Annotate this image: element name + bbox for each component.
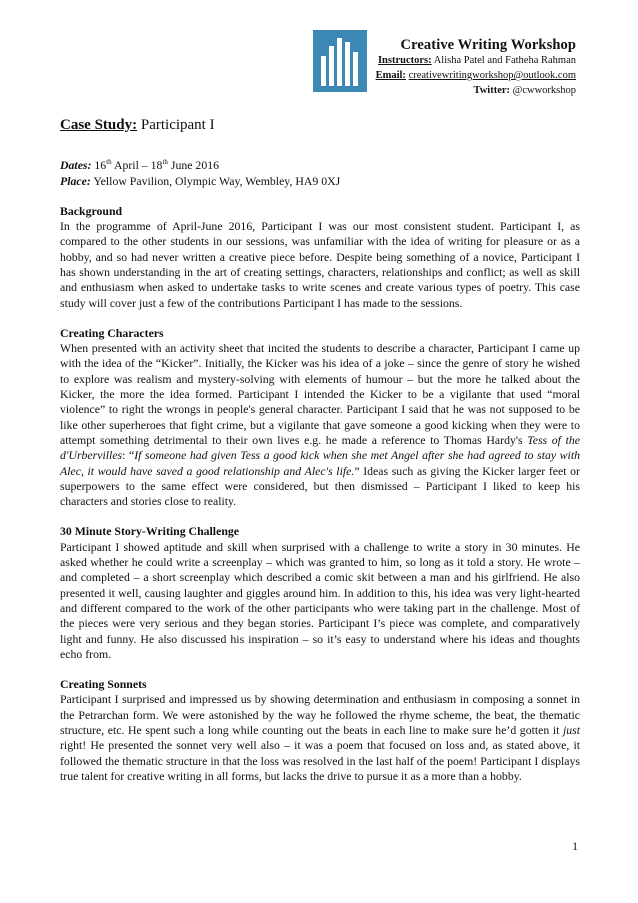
dates-start-rest: April – 18 — [111, 158, 163, 173]
dates-start-day: 16 — [94, 158, 107, 173]
dates-label: Dates: — [60, 158, 92, 173]
dates-line — [60, 155, 580, 173]
background-text: In the programme of April-June 2016, Participant I was our most consistent student. Participant I, as compared to the other students in our sessions, was unfamiliar with the idea of writing for pleasure or as a hobby, and so had never written a creative piece before. Despite being something of a novice, Participant I has shown understanding in the art of creating settings, characters, relationships and conflict; as well as skill and enthusiasm when asked to undertake tasks to write scenes and create various types of poetry. This case study will cover just a few of the contributions Participant I has made to the sessions. — [60, 219, 580, 310]
logo-bar — [345, 42, 350, 86]
book-title: Tess of the d'Urbervilles — [60, 432, 580, 463]
characters-text — [60, 341, 580, 509]
logo-bar — [321, 56, 326, 86]
dates-end-sup: th — [162, 158, 168, 167]
characters-heading: Creating Characters — [60, 325, 164, 340]
logo-bar — [337, 38, 342, 86]
email-label: Email: — [375, 70, 406, 81]
section-background — [60, 204, 580, 311]
instructors-line — [376, 53, 576, 68]
sonnets-text-part: Participant I surprised and impressed us by showing determination and enthusiasm in composing a sonnet in the Petrarchan form. We were astonished by the way he followed the rhyme scheme, the beat, the thematic structure, etc. He spent such a long while counting out the beats in each line to make sure he’d gotten it — [60, 692, 580, 738]
background-heading: Background — [60, 203, 123, 218]
characters-text-part: When presented with an activity sheet that incited the students to describe a character, Participant I came up with the idea of the “Kicker”. Initially, the Kicker was his idea of a joke – since the genre of story he wished to explore was realism and mystery-solving with elements of humour – but the more he talked about the Kicker, the more the idea formed. Participant I intended the Kicker to be a vigilante that used “moral violence” to right the wrongs in people's general character. Participant I said that he was not supposed to be like other superheroes that fight crime, but a vigilante that gave someone a good kicking when they were to attempt something detrimental to their own lives e.g. he made a reference to Thomas Hardy's — [60, 341, 580, 447]
instructors-label: Instructors: — [377, 55, 432, 66]
sonnets-text — [60, 692, 580, 784]
challenge-heading: 30 Minute Story-Writing Challenge — [60, 524, 240, 539]
section-characters — [60, 326, 580, 510]
twitter-line — [376, 83, 576, 98]
section-sonnets — [60, 677, 580, 784]
sonnets-text-part: right! He presented the sonnet very well also – it was a poem that focused on loss and, as stated above, it followed the thematic structure in that the loss was resolved in the last half of the poem! Participant I displays true talent for creative writing in all forms, but lacks the drive to pursue it as a more than a hobby. — [60, 738, 580, 783]
logo-bar — [329, 46, 334, 86]
logo-bar — [353, 52, 358, 86]
email-link[interactable]: creativewritingworkshop@outlook.com — [408, 70, 576, 81]
challenge-text: Participant I showed aptitude and skill when surprised with a challenge to write a story in 30 minutes. He asked whether he could write a screenplay – which was granted to him, so long as it told a story. He wrote – and completed – a short screenplay which described a comic skit between a man and his girlfriend. He also presented it well, causing laughter and giggles around him. In addition to this, his idea was very light-hearted and different compared to the work of the other participants who were taking part in the challenge. Most of the pieces were very serious and they began stories. Participant I’s piece was complete, and comparatively light and funny. He also discussed his inspiration – so it’s easy to understand where his ideas and thoughts echo from. — [60, 539, 580, 661]
dates-start-sup: th — [106, 158, 112, 167]
case-study-heading — [60, 118, 580, 133]
case-study-label: Case Study: — [60, 117, 138, 133]
characters-text-part: : “ — [122, 448, 135, 463]
instructors-names: Alisha Patel and Fatheha Rahman — [433, 55, 576, 66]
email-line — [376, 68, 576, 83]
document-header — [376, 38, 576, 98]
twitter-label: Twitter: — [473, 85, 511, 96]
case-meta — [60, 155, 580, 189]
document-body — [60, 118, 580, 784]
book-quote: If someone had given Tess a good kick when she met Angel after she had agreed to stay with Alec, it would have saved a good relationship and Alec's life. — [60, 448, 581, 478]
section-challenge — [60, 524, 580, 662]
dates-end-rest: June 2016 — [167, 158, 220, 173]
sonnets-heading: Creating Sonnets — [60, 677, 147, 692]
place-value: Yellow Pavilion, Olympic Way, Wembley, HA9 0XJ — [93, 173, 341, 188]
sonnets-emphasis: just — [562, 723, 580, 738]
twitter-handle: @cwworkshop — [512, 85, 576, 96]
page-number: 1 — [572, 839, 578, 853]
workshop-title: Creative Writing Workshop — [400, 37, 576, 53]
characters-text-part: ” Ideas such as giving the Kicker larger feet or superpowers to the same effect were considered, but then dismissed – Participant I liked to keep his characters and stories close to reality. — [60, 463, 580, 509]
place-line — [60, 174, 580, 189]
place-label: Place: — [60, 173, 91, 188]
case-study-title: Participant I — [140, 117, 215, 133]
workshop-logo — [313, 30, 367, 92]
